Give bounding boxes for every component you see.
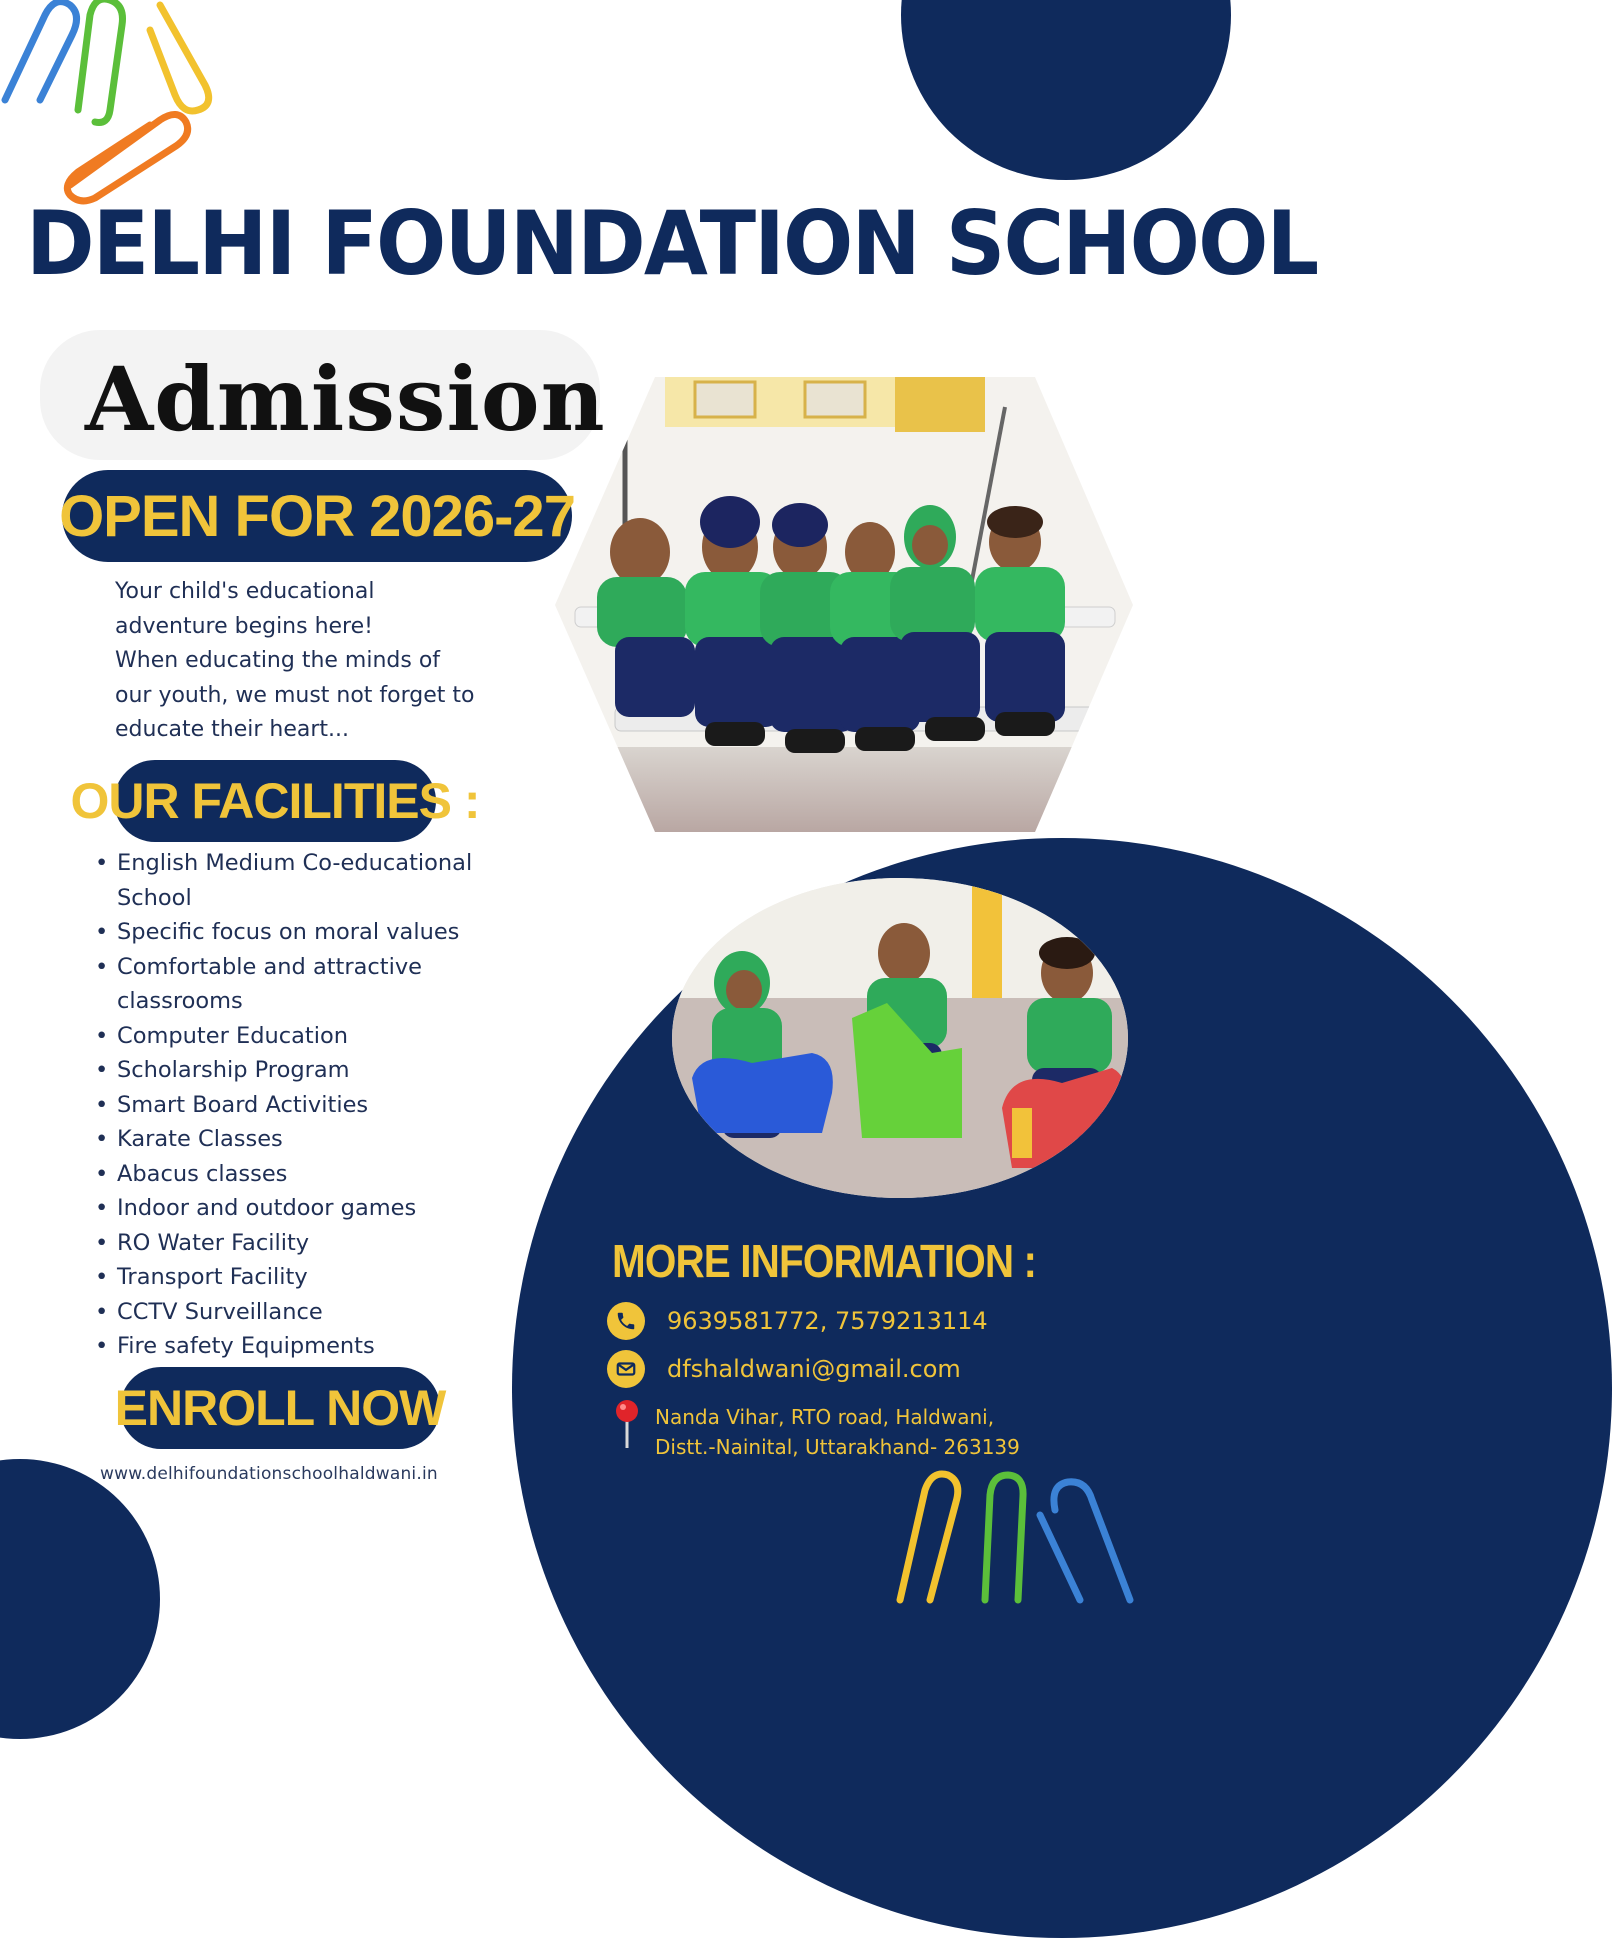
contact-email[interactable]: [607, 1350, 961, 1388]
children-playing-photo: [672, 878, 1128, 1198]
enroll-now-button[interactable]: ENROLL NOW: [120, 1367, 440, 1449]
facility-item: • RO Water Facility: [95, 1226, 537, 1261]
tagline-line: When educating the minds of: [115, 648, 441, 673]
facility-item: • Indoor and outdoor games: [95, 1191, 537, 1226]
facility-item: • Karate Classes: [95, 1122, 537, 1157]
facility-item: • Fire safety Equipments: [95, 1329, 537, 1364]
facilities-list: [95, 846, 537, 1364]
location-pin-icon: [612, 1398, 642, 1450]
session-badge: OPEN FOR 2026-27: [62, 470, 572, 562]
paperclips-top-icon: [0, 0, 240, 200]
tagline-line: our youth, we must not forget to: [115, 682, 475, 708]
children-swing-photo: [555, 377, 1133, 832]
facility-item: • Comfortable and attractive classrooms: [95, 950, 537, 1019]
admission-heading: Admission: [85, 347, 606, 451]
facility-item: • Smart Board Activities: [95, 1088, 537, 1123]
tagline: [115, 575, 535, 748]
contact-phone[interactable]: [607, 1302, 988, 1340]
decor-circle-top-right: [901, 0, 1231, 180]
facility-item: • Scholarship Program: [95, 1053, 537, 1088]
facility-item: • Computer Education: [95, 1019, 537, 1054]
school-name: DELHI FOUNDATION SCHOOL: [26, 192, 1318, 295]
address: [655, 1402, 1020, 1462]
facility-item: • Abacus classes: [95, 1157, 537, 1192]
tagline-line: Your child's educational: [115, 579, 375, 604]
address-line: Distt.-Nainital, Uttarakhand- 263139: [655, 1435, 1020, 1459]
tagline-line: adventure begins here!: [115, 613, 373, 639]
email-address: dfshaldwani@gmail.com: [667, 1355, 961, 1383]
more-information-heading: MORE INFORMATION :: [612, 1235, 1037, 1287]
facility-item: • Specific focus on moral values: [95, 915, 537, 950]
facilities-heading: OUR FACILITIES :: [114, 760, 436, 842]
email-icon: [607, 1350, 645, 1388]
facility-item: • Transport Facility: [95, 1260, 537, 1295]
paperclips-bottom-icon: [890, 1470, 1140, 1600]
phone-icon: [607, 1302, 645, 1340]
facility-item: • CCTV Surveillance: [95, 1295, 537, 1330]
facility-item: • English Medium Co-educational School: [95, 846, 537, 915]
address-line: Nanda Vihar, RTO road, Haldwani,: [655, 1405, 995, 1429]
website-link[interactable]: www.delhifoundationschoolhaldwani.in: [100, 1464, 438, 1484]
tagline-line: educate their heart...: [115, 717, 350, 742]
decor-circle-bottom-left: [0, 1459, 160, 1739]
phone-numbers: 9639581772, 7579213114: [667, 1307, 988, 1335]
